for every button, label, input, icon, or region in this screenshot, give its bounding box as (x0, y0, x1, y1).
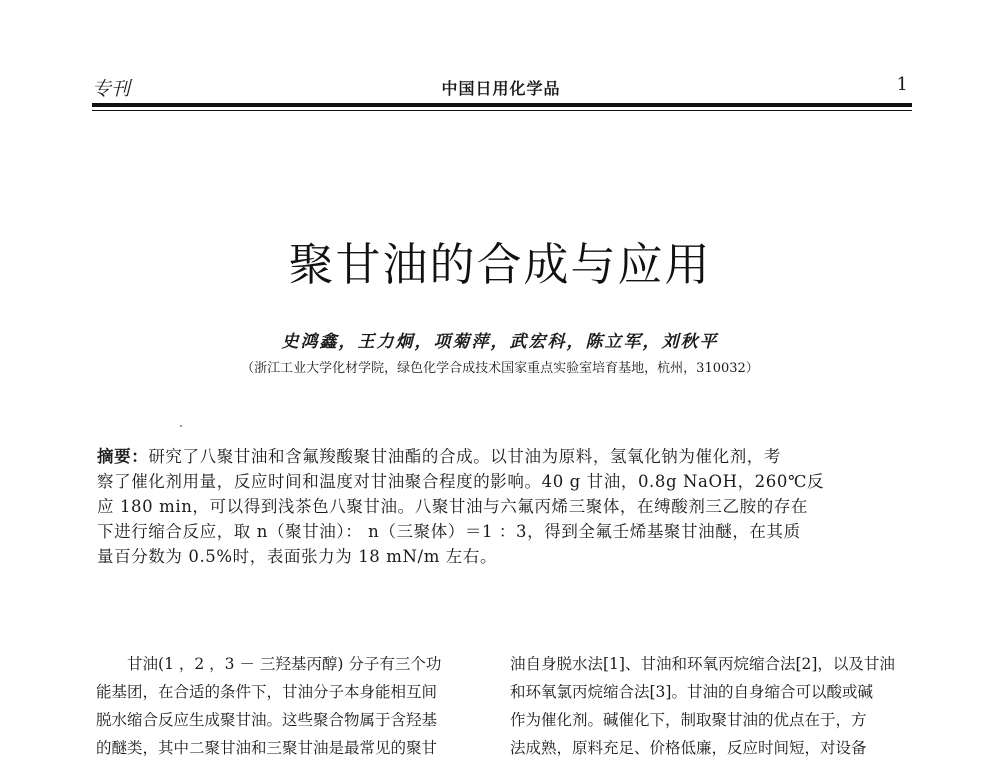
abstract-line: 摘要：研究了八聚甘油和含氟羧酸聚甘油酯的合成。以甘油为原料，氢氧化钠为催化剂，考 (97, 447, 782, 466)
author-list: 史鸿鑫，王力炯，项菊萍，武宏科，陈立军，刘秋平 (281, 332, 719, 352)
running-header (92, 72, 910, 100)
header-rule-thick (92, 103, 912, 107)
body-line: 和环氧氯丙烷缩合法[3]。甘油的自身缩合可以酸或碱 (510, 683, 873, 701)
body-column-left (96, 650, 494, 762)
body-column-right (510, 650, 908, 762)
journal-title: 中国日用化学品 (441, 79, 561, 98)
body-line: 的醚类，其中二聚甘油和三聚甘油是最常见的聚甘 (96, 739, 438, 757)
header-rule-thin (92, 110, 912, 111)
body-line: 能基团，在合适的条件下，甘油分子本身能相互间 (96, 683, 438, 701)
abstract (97, 444, 902, 569)
body-line: 脱水缩合反应生成聚甘油。这些聚合物属于含羟基 (96, 711, 438, 729)
body-line: 法成熟，原料充足、价格低廉，反应时间短，对设备 (510, 739, 867, 757)
abstract-line: 察了催化剂用量，反应时间和温度对甘油聚合程度的影响。40 g 甘油，0.8g NaOH，260℃反 (97, 472, 825, 491)
body-line: 甘油(1 ，2 ，3 － 三羟基丙醇) 分子有三个功 (127, 655, 442, 673)
paper-title: 聚甘油的合成与应用 (288, 238, 712, 291)
body-line: 油自身脱水法[1]、甘油和环氧丙烷缩合法[2]，以及甘油 (510, 655, 895, 673)
page-number: 1 (896, 74, 908, 95)
journal-section-label: 专刊 (92, 78, 131, 100)
abstract-line: 应 180 min，可以得到浅茶色八聚甘油。八聚甘油与六氟丙烯三聚体，在缚酸剂三乙胺的存在 (97, 497, 809, 516)
speck (180, 425, 182, 427)
abstract-label: 摘要： (97, 447, 149, 466)
abstract-line: 量百分数为 0.5%时，表面张力为 18 mN/m 左右。 (97, 547, 498, 566)
body-line: 作为催化剂。碱催化下，制取聚甘油的优点在于，方 (510, 711, 867, 729)
abstract-line: 下进行缩合反应，取 n（聚甘油）： n（三聚体）＝1 ：3，得到全氟壬烯基聚甘油醚，在其质 (97, 522, 801, 541)
author-affiliation: （浙江工业大学化材学院，绿色化学合成技术国家重点实验室培育基地，杭州，310032） (241, 361, 759, 376)
